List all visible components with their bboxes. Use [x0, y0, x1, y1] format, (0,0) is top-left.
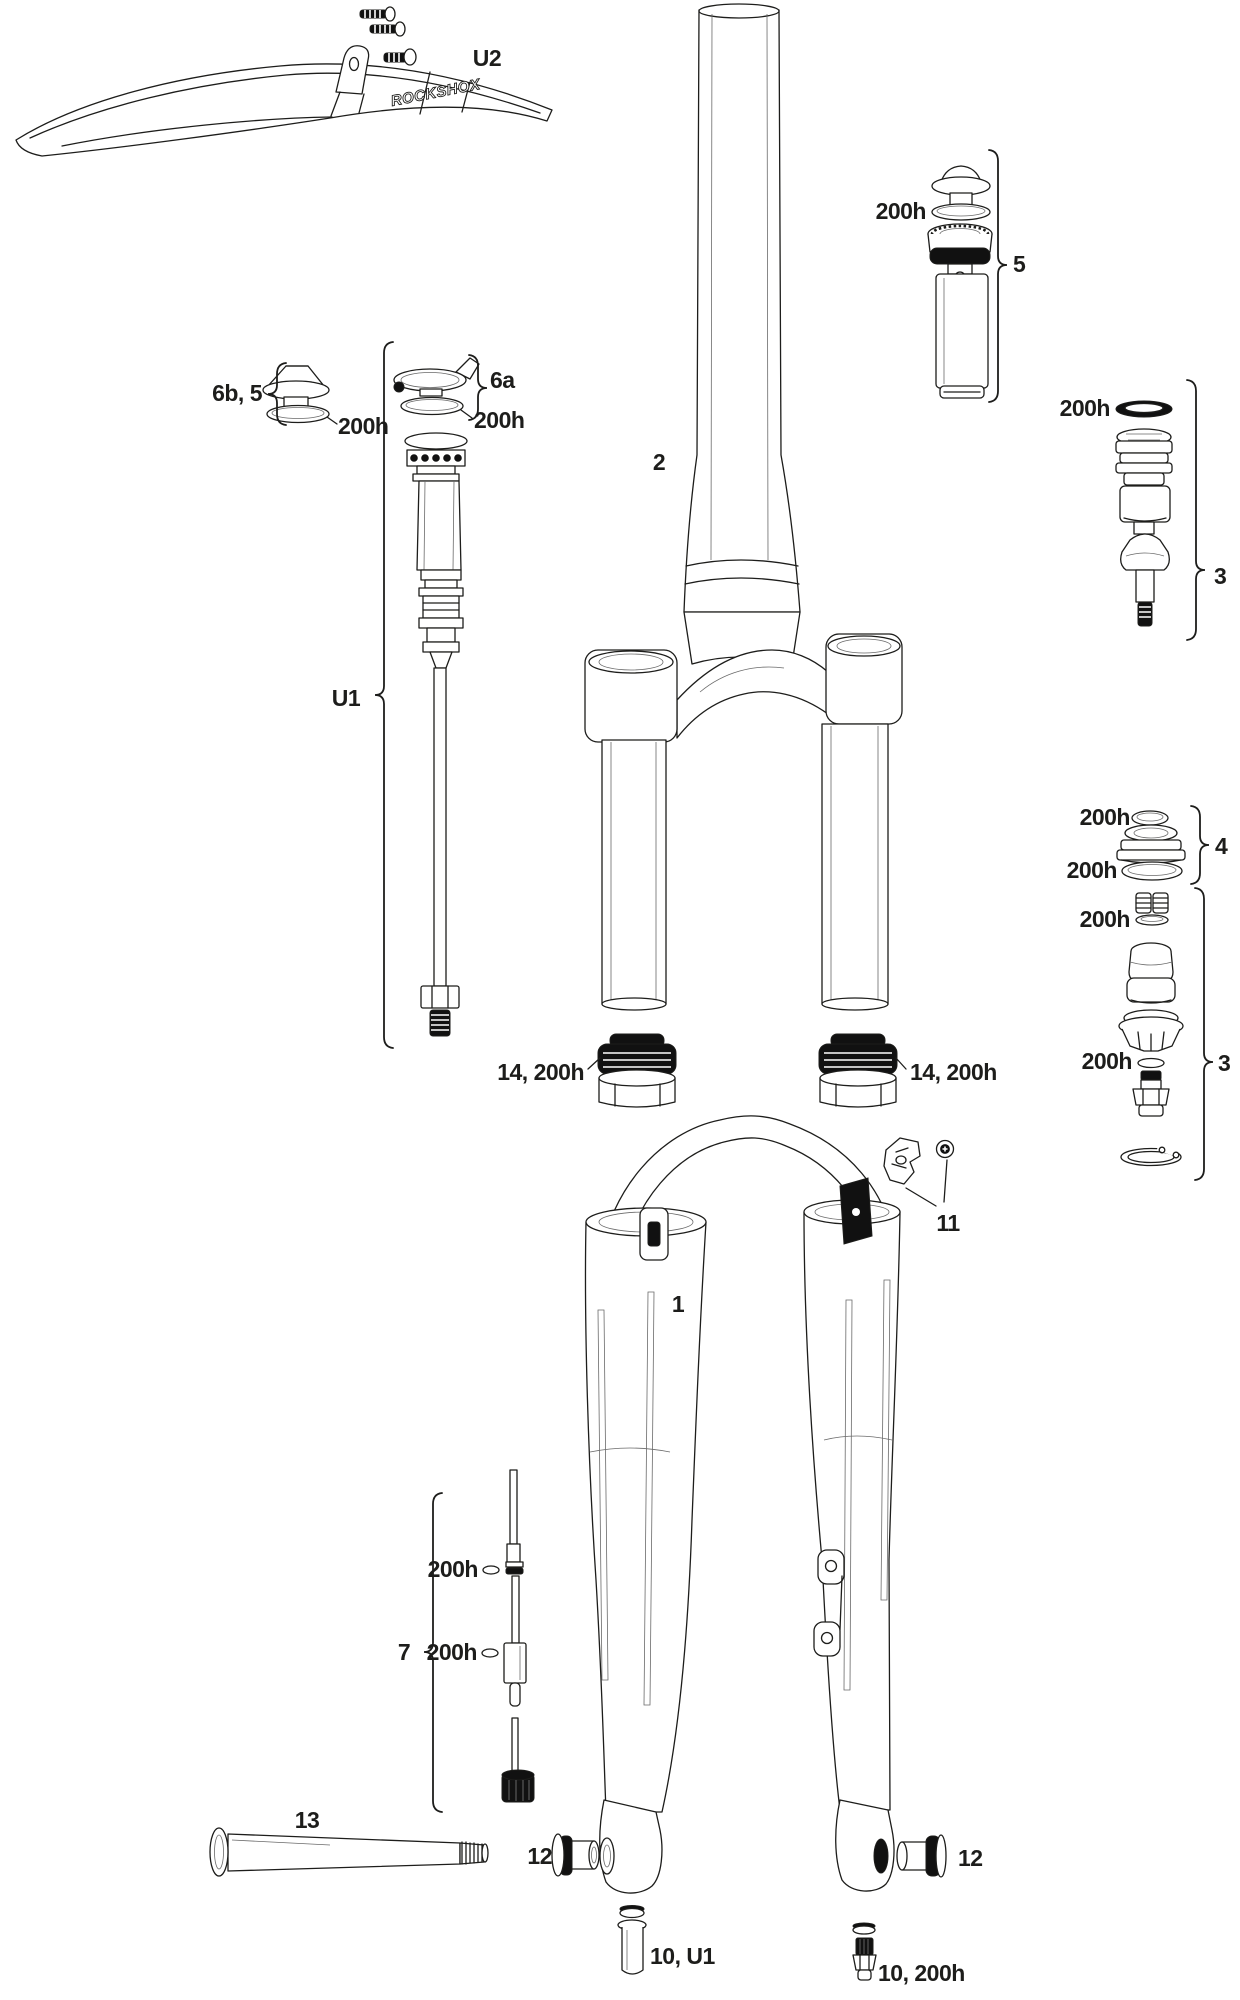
- hose-guide-screw: [937, 1141, 954, 1158]
- right-dropout: [836, 1800, 894, 1891]
- air-top-cap: [932, 166, 990, 209]
- fender-screw-2: [370, 22, 405, 36]
- adjuster-oring-bottom-label: 200h: [426, 1639, 477, 1665]
- damper-shaft-thread: [430, 1010, 450, 1036]
- air-cap-oring: [932, 204, 990, 220]
- hose-guide-label: 11: [936, 1210, 960, 1236]
- air-spring-body: [936, 274, 988, 398]
- foot-nut-right: [897, 1835, 946, 1877]
- foot-nut-left-label: 12: [527, 1843, 552, 1869]
- adjuster-label: 7: [397, 1639, 411, 1665]
- foot-nut-left: [552, 1834, 599, 1876]
- fender: [16, 46, 552, 156]
- seal-head-oring-top-label: 200h: [1079, 804, 1130, 830]
- rebound-seal-washer: [1116, 401, 1172, 417]
- negative-spring-cone: [1119, 1010, 1183, 1051]
- lowers-label: 1: [671, 1291, 685, 1317]
- air-piston-head: [928, 224, 992, 282]
- seal-head: [1117, 825, 1185, 863]
- crown-steerer-label: 2: [652, 449, 666, 475]
- rebound-upper-label: 3: [1214, 563, 1227, 589]
- rebound-adjuster-rod: [504, 1470, 526, 1706]
- hose-guide: [884, 1138, 920, 1184]
- bleed-bolt-right: [853, 1923, 876, 1980]
- adjuster-oring-top-label: 200h: [427, 1556, 478, 1582]
- seal-head-label: 4: [1215, 833, 1228, 859]
- rebound-adjuster-knob: [502, 1718, 534, 1802]
- rebound-piston-stack: [1116, 429, 1172, 534]
- damper-assembly: [405, 433, 467, 1036]
- left-top-cap-label: 6b, 5: [212, 380, 262, 406]
- dust-seal-left-label: 14, 200h: [497, 1059, 584, 1085]
- dust-seal-left: [598, 1034, 676, 1107]
- lower-legs: [585, 1116, 900, 1893]
- damper-label: U1: [331, 685, 361, 711]
- seal-head-oring-bottom-label: 200h: [1066, 857, 1117, 883]
- left-top-cap-oring-label: 200h: [338, 413, 389, 439]
- fender-brand-text: ROCKSHOX: [389, 75, 482, 110]
- snap-ring: [1121, 1139, 1181, 1166]
- axle-label: 13: [294, 1807, 320, 1833]
- lever-cap-label: 6a: [490, 367, 515, 393]
- left-stanchion: [602, 740, 666, 1010]
- air-spring-brace: [989, 150, 1007, 402]
- air-shaft-bolt: [1133, 1071, 1169, 1116]
- damper-shaft: [434, 668, 446, 986]
- shaft-bolt-oring: [1138, 1059, 1164, 1068]
- damper-shaft-nut: [421, 986, 459, 1008]
- bleed-left-label: 10, U1: [650, 1943, 715, 1969]
- cone-oring-label: 200h: [1081, 1048, 1132, 1074]
- fender-screw-1: [360, 7, 395, 21]
- lever-cap-screw: [394, 382, 404, 392]
- right-stanchion: [822, 724, 888, 1010]
- left-dropout: [600, 1800, 662, 1893]
- steerer-tube: [684, 4, 800, 612]
- air-shaft-lower-label: 3: [1218, 1050, 1231, 1076]
- lever-cap: [394, 358, 479, 396]
- rebound-upper-brace: [1187, 380, 1205, 640]
- dust-seal-right-label: 14, 200h: [910, 1059, 997, 1085]
- adjuster-oring-top: [483, 1566, 499, 1574]
- rebound-seal-oring-label: 200h: [1059, 395, 1110, 421]
- seal-head-brace: [1191, 806, 1209, 884]
- crown: [585, 612, 902, 742]
- adjuster-oring-bottom: [482, 1649, 498, 1657]
- glide-rings: [1136, 893, 1168, 913]
- air-cap-oring-label: 200h: [875, 198, 926, 224]
- bleed-right-label: 10, 200h: [878, 1960, 965, 1986]
- seal-head-oring-top: [1132, 811, 1168, 825]
- fender-screw-3: [384, 49, 416, 65]
- lever-cap-oring-label: 200h: [474, 407, 525, 433]
- bottom-out-bumper: [1127, 943, 1175, 1003]
- fender-label: U2: [472, 45, 502, 71]
- rebound-shaft: [1136, 570, 1154, 626]
- air-spring-label: 5: [1013, 251, 1026, 277]
- air-shaft-lower-brace: [1195, 888, 1213, 1180]
- bleed-syringe-left: [618, 1906, 646, 1975]
- foot-nut-right-label: 12: [958, 1845, 983, 1871]
- dust-seal-right: [819, 1034, 897, 1107]
- axle: [210, 1828, 488, 1876]
- right-leg: [804, 1178, 900, 1891]
- foam-ring-right: [820, 1070, 896, 1107]
- right-dropout-hole: [874, 1839, 888, 1873]
- foam-ring-left: [599, 1070, 675, 1107]
- left-leg: [585, 1208, 706, 1893]
- lever-cap-oring: [401, 398, 463, 415]
- seal-head-oring-bottom: [1122, 862, 1182, 880]
- rebound-bumper: [1121, 534, 1170, 570]
- axle-thread: [460, 1842, 488, 1864]
- damper-brace: [375, 342, 393, 1048]
- fender-mount-boss: [640, 1208, 668, 1260]
- glide-rings-oring-label: 200h: [1079, 906, 1130, 932]
- glide-rings-oring: [1136, 915, 1168, 925]
